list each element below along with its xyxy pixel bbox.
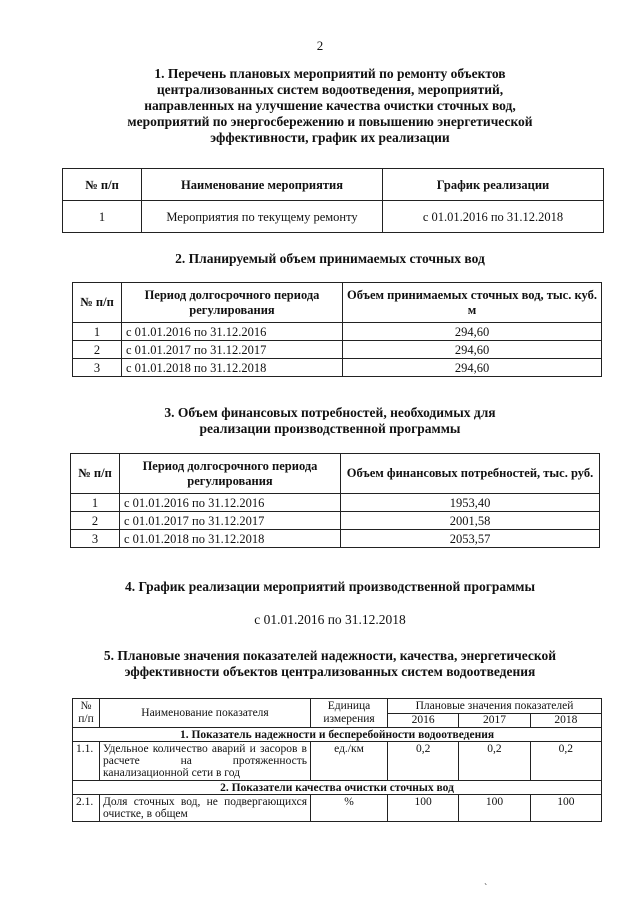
subsection-title: 1. Показатель надежности и бесперебойности водоотведения bbox=[73, 728, 602, 742]
scan-mark: ` bbox=[484, 883, 488, 894]
cell-unit: % bbox=[311, 795, 388, 822]
cell-value: 100 bbox=[459, 795, 530, 822]
cell-num: 1 bbox=[71, 494, 120, 512]
cell-num: 1.1. bbox=[73, 742, 100, 781]
cell-period: с 01.01.2017 по 31.12.2017 bbox=[120, 512, 341, 530]
cell-finance: 2053,57 bbox=[341, 530, 600, 548]
cell-unit: ед./км bbox=[311, 742, 388, 781]
table-row bbox=[73, 742, 602, 781]
cell-finance: 2001,58 bbox=[341, 512, 600, 530]
cell-num: 2.1. bbox=[73, 795, 100, 822]
cell-volume: 294,60 bbox=[343, 323, 602, 341]
col-header-planned: Плановые значения показателей bbox=[388, 699, 602, 714]
col-header-period: Период долгосрочного периода регулирования bbox=[122, 283, 343, 323]
cell-period: с 01.01.2018 по 31.12.2018 bbox=[120, 530, 341, 548]
section3-title bbox=[40, 405, 620, 437]
section1-title-line: централизованных систем водоотведения, мероприятий, bbox=[156, 82, 504, 97]
cell-volume: 294,60 bbox=[343, 359, 602, 377]
measures-table bbox=[62, 168, 604, 233]
col-header-finance: Объем финансовых потребностей, тыс. руб. bbox=[341, 454, 600, 494]
cell-num: 2 bbox=[73, 341, 122, 359]
section1-title bbox=[40, 66, 620, 146]
indicators-table bbox=[72, 698, 602, 822]
section4-title: 4. График реализации мероприятий производственной программы bbox=[124, 579, 536, 594]
page-number: 2 bbox=[316, 38, 324, 53]
financial-needs-table bbox=[70, 453, 600, 548]
col-header-schedule: График реализации bbox=[383, 169, 604, 201]
col-header-volume: Объем принимаемых сточных вод, тыс. куб. м bbox=[343, 283, 602, 323]
col-header-year: 2018 bbox=[530, 714, 601, 728]
table-row bbox=[71, 530, 600, 548]
cell-value: 0,2 bbox=[530, 742, 601, 781]
section5-title-line: эффективности объектов централизованных систем водоотведения bbox=[124, 664, 536, 679]
cell-value: 0,2 bbox=[388, 742, 459, 781]
table-row bbox=[71, 494, 600, 512]
cell-num: 3 bbox=[73, 359, 122, 377]
section5-title bbox=[40, 648, 620, 680]
table-row bbox=[73, 795, 602, 822]
section2-title: 2. Планируемый объем принимаемых сточных вод bbox=[175, 251, 485, 266]
section1-title-line: мероприятий по энергосбережению и повышению энергетической bbox=[127, 114, 533, 129]
col-header-measure: Наименование мероприятия bbox=[142, 169, 383, 201]
cell-value: 100 bbox=[388, 795, 459, 822]
table-row bbox=[73, 323, 602, 341]
section1-title-line: направленных на улучшение качества очистки сточных вод, bbox=[144, 98, 516, 113]
cell-period: с 01.01.2016 по 31.12.2016 bbox=[122, 323, 343, 341]
col-header-period: Период долгосрочного периода регулирования bbox=[120, 454, 341, 494]
section1-title-line: эффективности, график их реализации bbox=[210, 130, 450, 145]
table-row bbox=[63, 201, 604, 233]
section4-period: с 01.01.2016 по 31.12.2018 bbox=[254, 612, 406, 627]
cell-period: с 01.01.2017 по 31.12.2017 bbox=[122, 341, 343, 359]
wastewater-volume-table bbox=[72, 282, 602, 377]
cell-volume: 294,60 bbox=[343, 341, 602, 359]
table-row bbox=[71, 512, 600, 530]
cell-period: с 01.01.2016 по 31.12.2016 bbox=[120, 494, 341, 512]
col-header-unit: Единица измерения bbox=[311, 699, 388, 728]
col-header-num: № п/п bbox=[73, 699, 100, 728]
cell-value: 100 bbox=[530, 795, 601, 822]
col-header-num: № п/п bbox=[71, 454, 120, 494]
section5-title-line: 5. Плановые значения показателей надежности, качества, энергетической bbox=[103, 648, 557, 663]
cell-value: 0,2 bbox=[459, 742, 530, 781]
section3-title-line: 3. Объем финансовых потребностей, необходимых для bbox=[164, 405, 496, 420]
cell-num: 1 bbox=[73, 323, 122, 341]
col-header-year: 2017 bbox=[459, 714, 530, 728]
col-header-num: № п/п bbox=[63, 169, 142, 201]
cell-measure: Мероприятия по текущему ремонту bbox=[142, 201, 383, 233]
section3-title-line: реализации производственной программы bbox=[199, 421, 461, 436]
col-header-indicator: Наименование показателя bbox=[100, 699, 311, 728]
section1-title-line: 1. Перечень плановых мероприятий по ремонту объектов bbox=[154, 66, 506, 81]
cell-period: с 01.01.2018 по 31.12.2018 bbox=[122, 359, 343, 377]
col-header-num: № п/п bbox=[73, 283, 122, 323]
subsection-title: 2. Показатели качества очистки сточных вод bbox=[73, 781, 602, 795]
cell-num: 3 bbox=[71, 530, 120, 548]
col-header-year: 2016 bbox=[388, 714, 459, 728]
cell-schedule: с 01.01.2016 по 31.12.2018 bbox=[383, 201, 604, 233]
cell-indicator: Доля сточных вод, не подвергающихся очистке, в общем bbox=[100, 795, 311, 822]
cell-num: 2 bbox=[71, 512, 120, 530]
table-row bbox=[73, 341, 602, 359]
cell-num: 1 bbox=[63, 201, 142, 233]
table-row bbox=[73, 359, 602, 377]
cell-finance: 1953,40 bbox=[341, 494, 600, 512]
cell-indicator: Удельное количество аварий и засоров в расчете на протяженность канализационной сети в год bbox=[100, 742, 311, 781]
